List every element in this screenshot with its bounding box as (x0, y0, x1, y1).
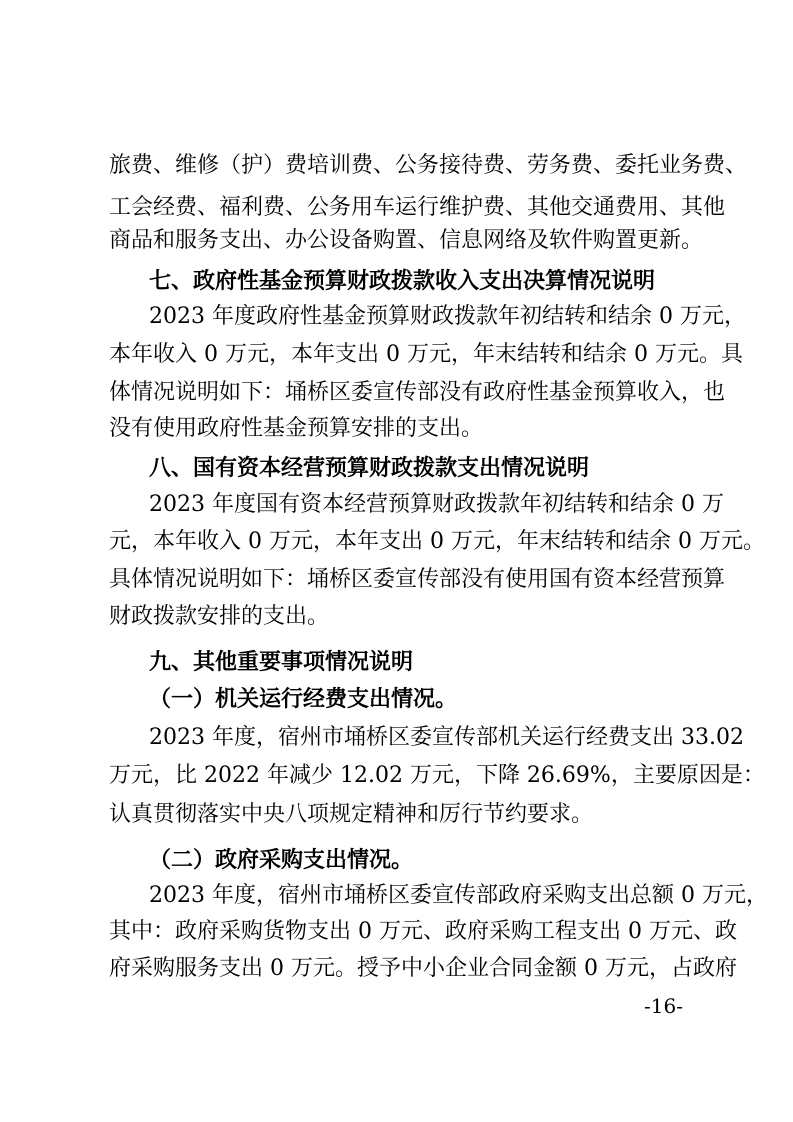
subsection-heading-2: （二）政府采购支出情况。 (149, 848, 414, 873)
section-heading-8: 八、国有资本经营预算财政拨款支出情况说明 (149, 456, 590, 481)
body-line: 没有使用政府性基金预算安排的支出。 (109, 416, 484, 441)
body-line: 2023 年度国有资本经营预算财政拨款年初结转和结余 0 万 (149, 492, 724, 517)
section-heading-7: 七、政府性基金预算财政拨款收入支出决算情况说明 (149, 269, 656, 294)
body-line: 具体情况说明如下：埇桥区委宣传部没有使用国有资本经营预算 (109, 567, 726, 592)
body-line: 元，本年收入 0 万元，本年支出 0 万元，年末结转和结余 0 万元。 (109, 529, 765, 554)
page-number: -16- (644, 994, 683, 1018)
body-line: 体情况说明如下：埇桥区委宣传部没有政府性基金预算收入，也 (109, 380, 726, 405)
body-line: 旅费、维修（护）费培训费、公务接待费、劳务费、委托业务费、 (109, 153, 748, 178)
body-line: 万元，比 2022 年减少 12.02 万元，下降 26.69%，主要原因是： (109, 763, 765, 788)
body-line: 商品和服务支出、办公设备购置、信息网络及软件购置更新。 (109, 228, 704, 253)
body-line: 本年收入 0 万元，本年支出 0 万元，年末结转和结余 0 万元。具 (109, 342, 743, 367)
body-line: 2023 年度，宿州市埇桥区委宣传部政府采购支出总额 0 万元， (149, 883, 768, 908)
body-line: 认真贯彻落实中央八项规定精神和厉行节约要求。 (109, 802, 594, 827)
body-line: 2023 年度，宿州市埇桥区委宣传部机关运行经费支出 33.02 (149, 725, 744, 750)
body-line: 府采购服务支出 0 万元。授予中小企业合同金额 0 万元，占政府 (109, 956, 737, 981)
body-line: 其中：政府采购货物支出 0 万元、政府采购工程支出 0 万元、政 (109, 919, 737, 944)
body-line: 财政拨款安排的支出。 (109, 604, 330, 629)
body-line: 2023 年度政府性基金预算财政拨款年初结转和结余 0 万元， (149, 304, 746, 329)
subsection-heading-1: （一）机关运行经费支出情况。 (149, 687, 458, 712)
body-line: 工会经费、福利费、公务用车运行维护费、其他交通费用、其他 (109, 195, 726, 220)
section-heading-9: 九、其他重要事项情况说明 (149, 650, 414, 675)
